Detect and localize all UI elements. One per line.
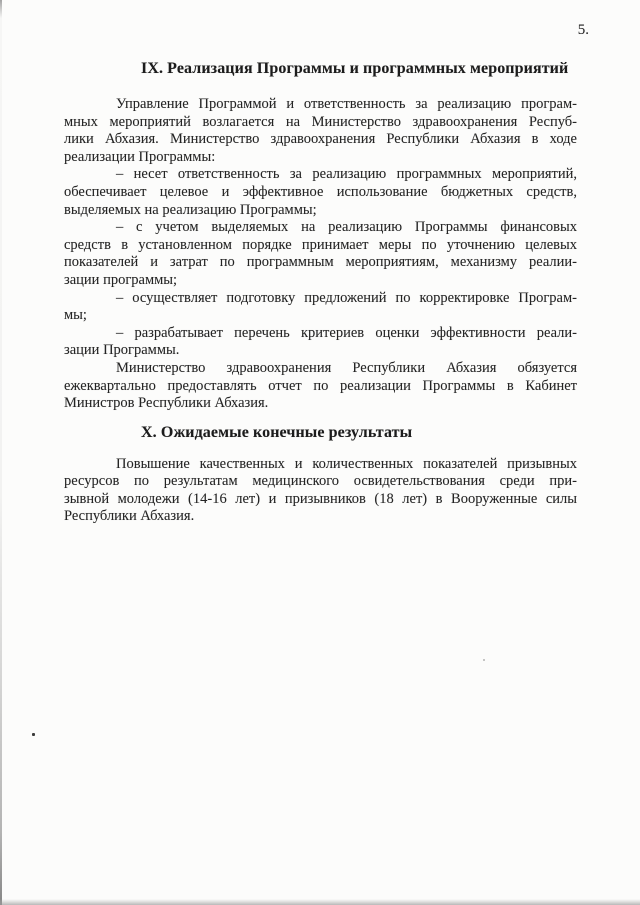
page-number: 5. bbox=[577, 22, 589, 38]
document-section bbox=[64, 59, 577, 413]
text-line: ежеквартально предоставлять отчет по реализации Программы в Кабинет bbox=[64, 377, 577, 394]
paragraph bbox=[64, 456, 577, 526]
text-line: мных мероприятий возлагается на Министерство здравоохранения Респуб- bbox=[64, 113, 577, 130]
section-heading: IX. Реализация Программы и программных мероприятий bbox=[141, 60, 569, 77]
text-line: реализации Программы: bbox=[64, 148, 216, 165]
text-line: показателей и затрат по программным мероприятиям, механизму реалии- bbox=[64, 254, 577, 271]
paragraph bbox=[64, 325, 577, 360]
text-line: Повышение качественных и количественных показателей призывных bbox=[116, 455, 577, 472]
text-line: лики Абхазия. Министерство здравоохранения Республики Абхазия в ходе bbox=[64, 131, 577, 148]
paragraph bbox=[64, 219, 577, 289]
text-line: ресурсов по результатам медицинского освидетельствования среди при- bbox=[64, 473, 577, 490]
paragraph bbox=[64, 360, 577, 413]
text-line: Республики Абхазия. bbox=[64, 508, 195, 525]
paragraph bbox=[64, 96, 577, 166]
text-line: – осуществляет подготовку предложений по корректировке Програм- bbox=[116, 289, 577, 306]
document-section bbox=[64, 423, 577, 526]
text-line: обеспечивает целевое и эффективное использование бюджетных средств, bbox=[64, 183, 577, 200]
section-heading: X. Ожидаемые конечные результаты bbox=[141, 423, 413, 441]
text-line: зации программы; bbox=[64, 271, 178, 288]
text-line: – несет ответственность за реализацию программных мероприятий, bbox=[116, 166, 577, 183]
ink-speck-faint-artifact bbox=[483, 659, 485, 661]
text-line: Министров Республики Абхазия. bbox=[64, 395, 269, 412]
text-line: Министерство здравоохранения Республики Абхазия обязуется bbox=[116, 359, 577, 376]
scan-edge-left-artifact bbox=[0, 0, 2, 905]
text-line: средств в установленном порядке принимает меры по уточнению целевых bbox=[64, 236, 577, 253]
scan-edge-bottom-artifact bbox=[0, 899, 640, 905]
text-line: выделяемых на реализацию Программы; bbox=[64, 201, 317, 218]
text-line: Управление Программой и ответственность за реализацию програм- bbox=[116, 96, 577, 112]
text-line: зывной молодежи (14-16 лет) и призывников (18 лет) в Вооруженные силы bbox=[64, 490, 577, 507]
text-line: мы; bbox=[64, 307, 87, 324]
text-line: зации Программы. bbox=[64, 342, 180, 359]
text-line: – разрабатывает перечень критериев оценки эффективности реали- bbox=[116, 324, 577, 341]
document-body bbox=[64, 59, 577, 526]
text-line: – с учетом выделяемых на реализацию Программы финансовых bbox=[116, 219, 577, 236]
ink-speck-artifact bbox=[32, 733, 35, 736]
paragraph bbox=[64, 166, 577, 219]
paragraph bbox=[64, 290, 577, 325]
